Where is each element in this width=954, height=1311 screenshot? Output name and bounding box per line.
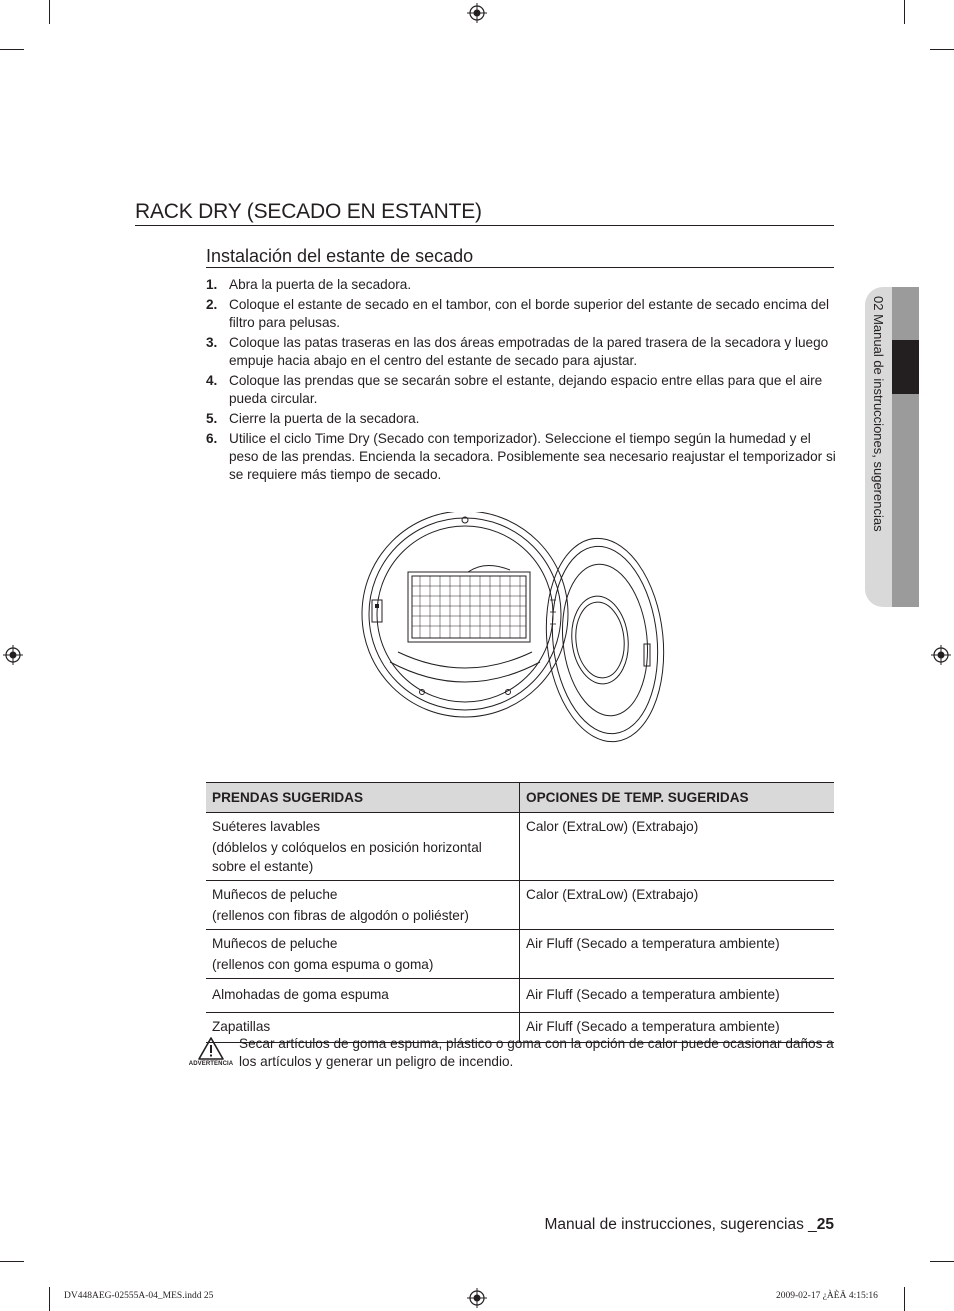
print-slug-filename: DV448AEG-02555A-04_MES.indd 25 — [64, 1291, 214, 1301]
registration-mark-icon — [3, 645, 23, 665]
step-number: 5. — [206, 411, 218, 426]
warning-text: Secar artículos de goma espuma, plástico o goma con la opción de calor puede ocasionar daños a los artículos y generar un peligro de incendio. — [239, 1036, 834, 1069]
table-cell: Calor (ExtraLow) (Extrabajo) — [520, 881, 835, 930]
dryer-rack-illustration — [360, 512, 670, 744]
registration-mark-icon — [931, 645, 951, 665]
list-item — [206, 296, 836, 332]
table-cell: Air Fluff (Secado a temperatura ambiente) — [520, 979, 835, 1013]
crop-mark — [0, 1261, 24, 1262]
list-item — [206, 372, 836, 408]
garment-name: Muñecos de peluche — [212, 936, 338, 951]
step-text: Cierre la puerta de la secadora. — [229, 411, 420, 426]
column-header: PRENDAS SUGERIDAS — [206, 783, 520, 813]
step-text: Coloque el estante de secado en el tambor, con el borde superior del estante de secado encima del filtro para pelusas. — [229, 297, 830, 330]
table-row — [206, 979, 834, 1013]
table-cell: Zapatillas — [206, 1013, 520, 1043]
crop-mark — [0, 49, 24, 50]
table-row — [206, 881, 834, 930]
footer-text: Manual de instrucciones, sugerencias _ — [544, 1216, 817, 1233]
garment-name: Suéteres lavables — [212, 819, 321, 834]
crop-mark — [49, 1287, 50, 1311]
step-number: 6. — [206, 431, 218, 446]
garment-name: Muñecos de peluche — [212, 887, 338, 902]
step-number: 4. — [206, 373, 218, 388]
table-cell — [206, 881, 520, 930]
crop-mark — [49, 0, 50, 24]
step-number: 2. — [206, 297, 218, 312]
section-subtitle: Instalación del estante de secado — [206, 245, 834, 268]
chapter-side-label: 02 Manual de instrucciones, sugerencias — [871, 296, 886, 532]
step-number: 3. — [206, 335, 218, 350]
tab-strip-active — [892, 340, 919, 394]
table-cell — [206, 813, 520, 881]
warning-label: ADVERTENCIA — [188, 1061, 234, 1067]
crop-mark — [930, 49, 954, 50]
step-text: Coloque las patas traseras en las dos áreas empotradas de la pared trasera de la secadora y luego empuje hacia abajo en el centro del estante de secado para ajustar. — [229, 335, 829, 368]
table-cell: Calor (ExtraLow) (Extrabajo) — [520, 813, 835, 881]
garment-note: (dóblelos y colóquelos en posición horizontal sobre el estante) — [212, 840, 482, 874]
garment-note: (rellenos con goma espuma o goma) — [212, 957, 434, 972]
page-title: RACK DRY (SECADO EN ESTANTE) — [135, 199, 834, 226]
print-slug-timestamp: 2009-02-17 ¿ÀÈÄ 4:15:16 — [776, 1291, 878, 1301]
table-cell: Almohadas de goma espuma — [206, 979, 520, 1013]
tab-strip — [892, 394, 919, 607]
step-text: Abra la puerta de la secadora. — [229, 277, 412, 292]
tab-strip — [892, 287, 919, 340]
garment-note: (rellenos con fibras de algodón o poliéster) — [212, 908, 469, 923]
table-cell: Air Fluff (Secado a temperatura ambiente) — [520, 1013, 835, 1043]
page-number: 25 — [816, 1216, 834, 1233]
crop-mark — [930, 1261, 954, 1262]
table-cell: Air Fluff (Secado a temperatura ambiente) — [520, 930, 835, 979]
step-text: Coloque las prendas que se secarán sobre el estante, dejando espacio entre ellas para que el aire pueda circular. — [229, 373, 823, 406]
list-item — [206, 276, 836, 294]
page-footer — [544, 1215, 834, 1235]
step-text: Utilice el ciclo Time Dry (Secado con temporizador). Seleccione el tiempo según la humedad y el peso de las prendas. Encienda la secadora. Posiblemente sea necesario reajustar el temporizador si se requiere más tiempo de secado. — [229, 431, 836, 482]
registration-mark-icon — [467, 3, 487, 23]
table-cell — [206, 930, 520, 979]
list-item — [206, 410, 836, 428]
instruction-steps — [206, 276, 836, 486]
table-row — [206, 930, 834, 979]
column-header: OPCIONES DE TEMP. SUGERIDAS — [520, 783, 835, 813]
crop-mark — [904, 1287, 905, 1311]
table-row — [206, 813, 834, 881]
registration-mark-icon — [467, 1288, 487, 1308]
step-number: 1. — [206, 277, 218, 292]
table-header-row — [206, 783, 834, 813]
list-item — [206, 334, 836, 370]
crop-mark — [904, 0, 905, 24]
list-item — [206, 430, 836, 484]
suggested-garments-table — [206, 782, 834, 1043]
